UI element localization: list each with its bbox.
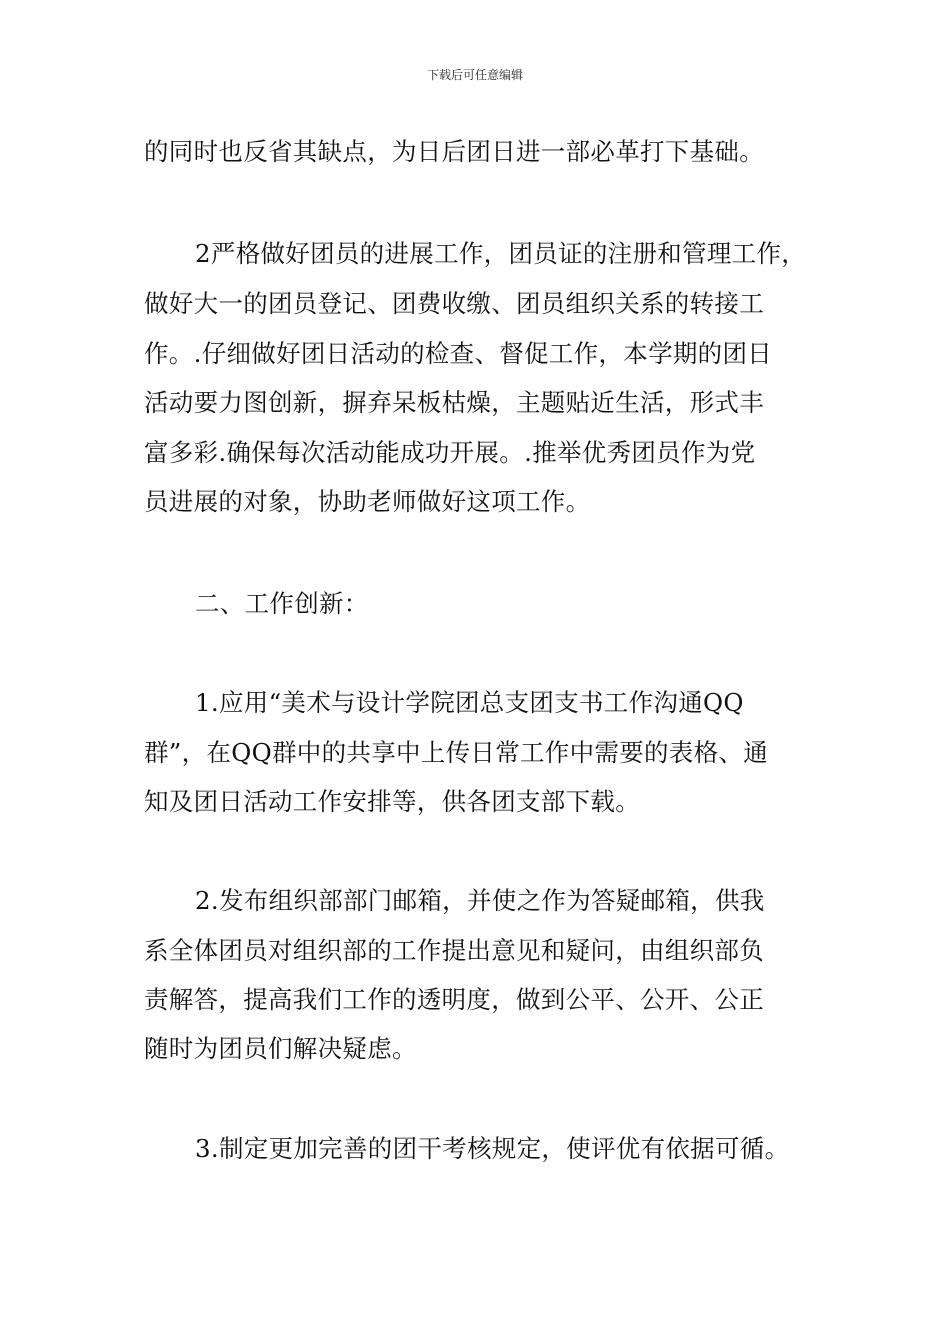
paragraph-line: 做好大一的团员登记、团费收缴、团员组织关系的转接工 <box>144 289 764 318</box>
paragraph-line: 知及团日活动工作安排等，供各团支部下载。 <box>144 787 640 816</box>
paragraph-line: 富多彩.确保每次活动能成功开展。.推举优秀团员作为党 <box>144 438 756 467</box>
page-header: 下载后可任意编辑 <box>426 68 523 82</box>
section-heading: 二、工作创新： <box>195 589 369 618</box>
paragraph-line: 2严格做好团员的进展工作，团员证的注册和管理工作， <box>195 239 807 268</box>
paragraph-line: 2.发布组织部部门邮箱，并使之作为答疑邮箱，供我 <box>195 886 765 915</box>
paragraph-line: 1.应用“美术与设计学院团总支团支书工作沟通QQ <box>195 688 744 717</box>
paragraph-line: 群”，在QQ群中的共享中上传日常工作中需要的表格、通 <box>144 738 768 767</box>
paragraph-line: 的同时也反省其缺点，为日后团日进一部必革打下基础。 <box>144 137 764 166</box>
paragraph-line: 活动要力图创新，摒弃呆板枯燥，主题贴近生活，形式丰 <box>144 388 764 417</box>
paragraph-line: 作。.仔细做好团日活动的检查、督促工作，本学期的团日 <box>144 339 773 368</box>
paragraph-line: 3.制定更加完善的团干考核规定，使评优有依据可循。 <box>195 1134 790 1163</box>
paragraph-line: 随时为团员们解决疑虑。 <box>144 1034 417 1063</box>
paragraph-line: 系全体团员对组织部的工作提出意见和疑问，由组织部负 <box>144 936 764 965</box>
paragraph-line: 责解答，提高我们工作的透明度，做到公平、公开、公正 <box>144 985 764 1014</box>
paragraph-line: 员进展的对象，协助老师做好这项工作。 <box>144 487 591 516</box>
